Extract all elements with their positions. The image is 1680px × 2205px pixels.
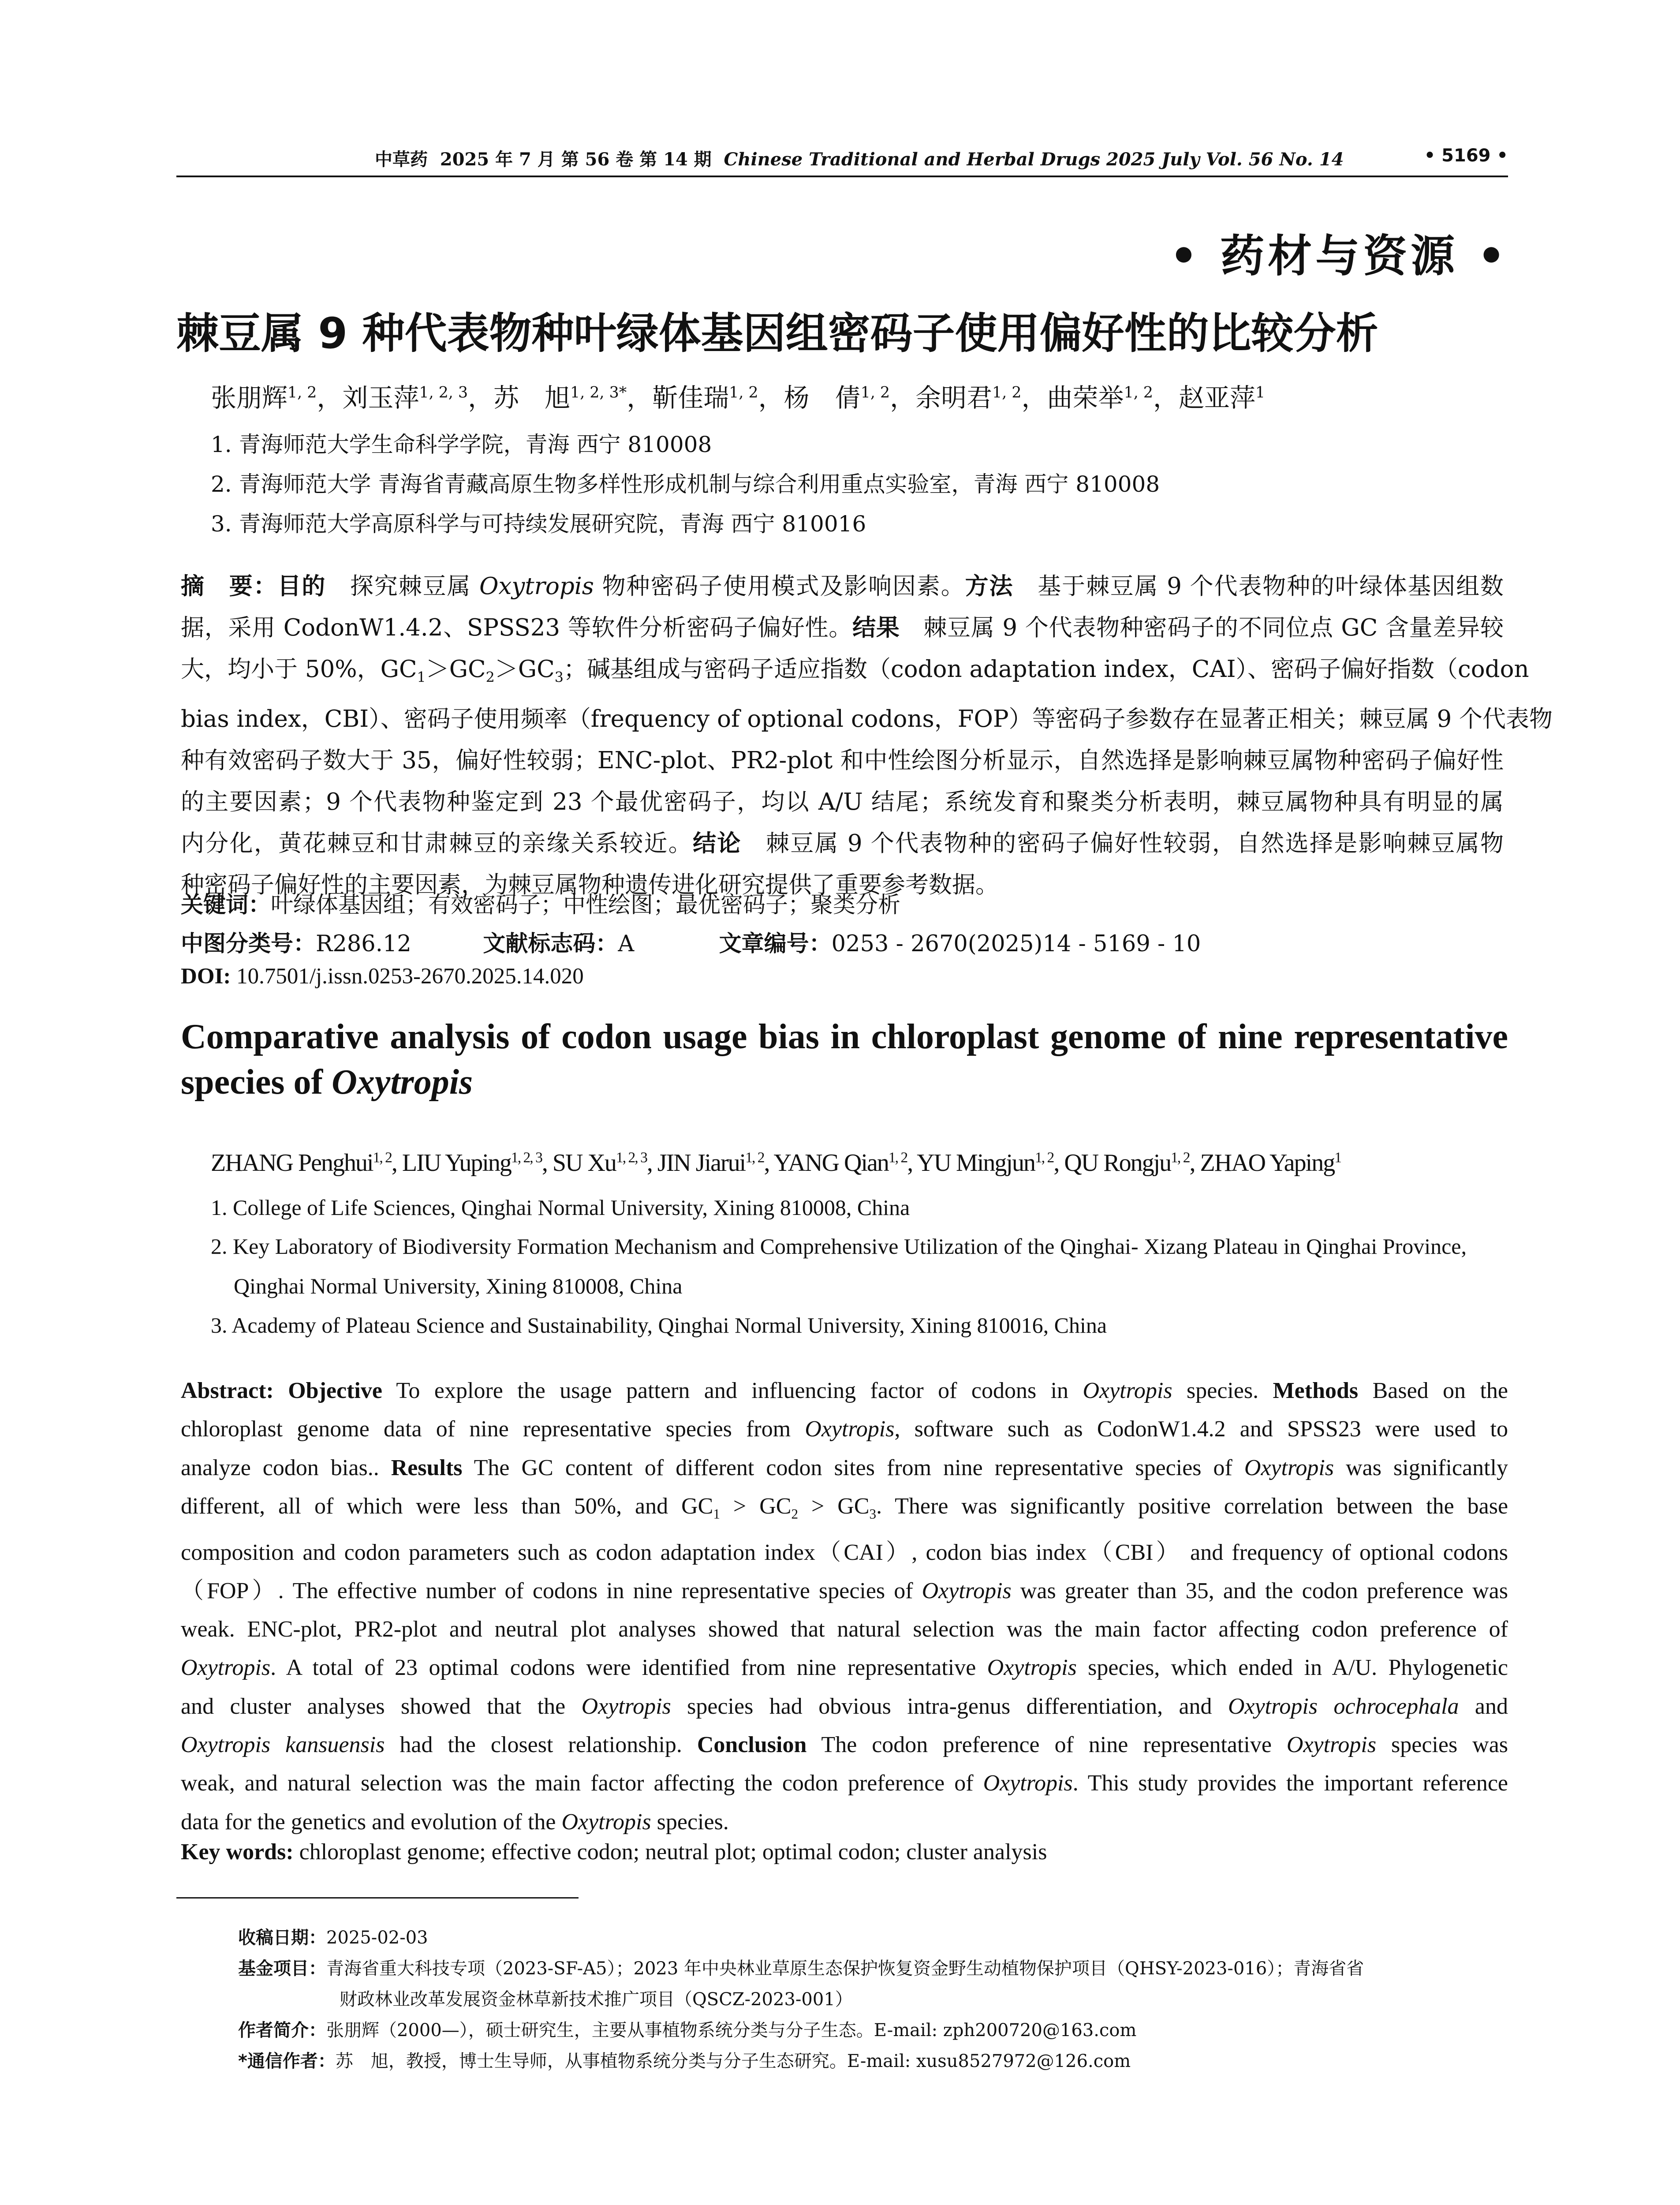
author-affiliation-mark: 1, 2 — [1171, 1149, 1190, 1166]
author-name: 张朋辉 — [211, 383, 288, 413]
abstract-line — [181, 1449, 1508, 1487]
journal-name-en: Chinese Traditional and Herbal Drugs 2025 July Vol. 56 No. 14 — [724, 149, 1344, 170]
author-affiliation-mark: 1, 2, 3* — [570, 384, 627, 402]
abstract-text: Oxytropis ochrocephala — [1228, 1693, 1459, 1719]
fund-text-1: 青海省重大科技专项（2023-SF-A5）；2023 年中央林业草原生态保护恢复资金野生动植物保护项目（QHSY-2023-016）；青海省省 — [326, 1958, 1364, 1979]
abstract-text: 基于棘豆属 9 个代表物种的叶绿体基因组数 — [1013, 573, 1504, 600]
cn-affiliation-2: 2. 青海师范大学 青海省青藏高原生物多样性形成机制与综合利用重点实验室，青海 西宁 810008 — [211, 471, 1160, 497]
abstract-line — [181, 1572, 1508, 1610]
abstract-line — [181, 1687, 1508, 1726]
abstract-text: . A total of 23 optimal codons were identified from nine representative — [270, 1655, 987, 1681]
abstract-text: Oxytropis — [581, 1693, 671, 1719]
author-affiliation-mark: 1, 2 — [729, 384, 758, 402]
abstract-text: 结果 — [852, 614, 900, 641]
abstract-text: 方法 — [965, 573, 1014, 600]
cn-authors — [211, 377, 1265, 414]
author-separator: , — [764, 1149, 774, 1177]
abstract-text: ；碱基组成与密码子适应指数（codon adaptation index，CAI）、密码子偏好指数（codon — [564, 656, 1529, 683]
running-header — [176, 142, 1508, 173]
running-header-text — [375, 146, 1344, 171]
abstract-text: chloroplast genome data of nine representative species from — [181, 1416, 805, 1442]
author-separator: ， — [890, 383, 916, 413]
abstract-text: had the closest relationship. — [385, 1732, 697, 1758]
abstract-text: weak. ENC-plot, PR2-plot and neutral plot analyses showed that natural selection was the main factor affecting codon preference of — [181, 1617, 1508, 1642]
abstract-text: Oxytropis — [479, 573, 594, 600]
section-label: • 药材与资源 • — [1169, 230, 1509, 282]
abstract-text: ＞GC — [426, 656, 486, 683]
abstract-line — [181, 1803, 1508, 1841]
doccode-label: 文献标志码： — [483, 931, 618, 957]
abstract-text: 1 — [713, 1506, 720, 1522]
abstract-text: 内分化，黄花棘豆和甘肃棘豆的亲缘关系较近。 — [181, 830, 693, 857]
abstract-text: different, all of which were less than 50%, and GC — [181, 1493, 713, 1519]
received-label: 收稿日期： — [238, 1928, 326, 1948]
author-affiliation-mark: 1, 2 — [373, 1149, 392, 1166]
abstract-text: and cluster analyses showed that the — [181, 1693, 582, 1719]
abstract-text: . There was significantly positive correlation between the base — [876, 1493, 1508, 1519]
abstract-text: , software such as CodonW1.4.2 and SPSS23 were used to — [894, 1416, 1508, 1442]
footnote-author — [238, 2016, 1136, 2041]
en-title-italic: Oxytropis — [332, 1063, 473, 1102]
author-affiliation-mark: 1, 2 — [287, 384, 317, 402]
author-name: LIU Yuping — [402, 1149, 511, 1177]
abstract-line — [181, 1726, 1508, 1764]
abstract-text: Oxytropis kansuensis — [181, 1732, 385, 1758]
doi-line — [181, 964, 584, 989]
en-affiliation-2-text: 2. Key Laboratory of Biodiversity Formation Mechanism and Comprehensive Utilization of the Qinghai- Xizang Plateau in Qinghai Province, Qinghai Normal University, Xining 810008, China — [211, 1234, 1467, 1298]
abstract-text: > GC — [720, 1493, 791, 1519]
author-separator: ， — [468, 383, 494, 413]
abstract-text: 3 — [554, 669, 564, 686]
abstract-text: 摘 要： — [181, 573, 278, 600]
doi-label: DOI: — [181, 964, 231, 989]
abstract-line — [181, 1487, 1508, 1533]
fund-label: 基金项目： — [238, 1958, 326, 1979]
abstract-text: 结论 — [693, 830, 742, 857]
author-affiliation-mark: 1, 2, 3 — [511, 1149, 542, 1166]
abstract-text: 1 — [417, 669, 426, 686]
abstract-text: 据，采用 CodonW1.4.2、SPSS23 等软件分析密码子偏好性。 — [181, 614, 853, 641]
corresponding-text: 苏 旭，教授，博士生导师，从事植物系统分类与分子生态研究。E-mail: xusu8527972@126.com — [335, 2051, 1131, 2071]
en-authors — [211, 1149, 1341, 1177]
author-name: YANG Qian — [773, 1149, 889, 1177]
cn-keywords-text: 叶绿体基因组；有效密码子；中性绘图；最优密码子；聚类分析 — [271, 892, 901, 918]
en-abstract — [181, 1372, 1508, 1841]
abstract-text: （FOP）. The effective number of codons in nine representative species of — [181, 1578, 922, 1603]
abstract-text: Oxytropis — [1083, 1378, 1172, 1403]
author-name: 余明君 — [915, 383, 993, 413]
author-name: JIN Jiarui — [657, 1149, 746, 1177]
author-name: 曲荣举 — [1047, 383, 1124, 413]
abstract-text: 2 — [485, 669, 495, 686]
author-affiliation-mark: 1, 2 — [860, 384, 890, 402]
abstract-text: 的主要因素；9 个代表物种鉴定到 23 个最优密码子，均以 A/U 结尾；系统发育和聚类分析表明，棘豆属物种具有明显的属 — [181, 788, 1504, 815]
author-bio-text: 张朋辉（2000—），硕士研究生，主要从事植物系统分类与分子生态。E-mail: zph200720@163.com — [326, 2020, 1137, 2041]
author-name: 杨 倩 — [784, 383, 861, 413]
abstract-text: species. — [1172, 1378, 1273, 1403]
author-name: SU Xu — [552, 1149, 616, 1177]
corresponding-label: *通信作者： — [238, 2051, 336, 2071]
page-number: • 5169 • — [1424, 146, 1508, 166]
cn-keywords-label: 关键词： — [181, 892, 271, 918]
abstract-text: species had obvious intra-genus differentiation, and — [671, 1693, 1228, 1719]
abstract-line — [181, 823, 1504, 864]
abstract-text: and — [1459, 1693, 1508, 1719]
abstract-line — [181, 1410, 1508, 1448]
author-separator: ， — [758, 383, 784, 413]
abstract-text: 目的 — [277, 573, 326, 600]
abstract-line — [181, 1610, 1508, 1648]
abstract-text: . This study provides the important reference — [1072, 1771, 1508, 1796]
author-affiliation-mark: 1, 2, 3 — [419, 384, 468, 402]
author-name: 刘玉萍 — [342, 383, 419, 413]
en-title-main: Comparative analysis of codon usage bias in chloroplast genome of nine representative species of — [181, 1017, 1508, 1102]
author-separator: ， — [627, 383, 653, 413]
footnote-fund — [238, 1955, 1364, 1980]
author-affiliation-mark: 1, 2 — [1124, 384, 1153, 402]
abstract-text: 3 — [869, 1506, 877, 1522]
abstract-text: weak, and natural selection was the main factor affecting the codon preference of — [181, 1771, 983, 1796]
received-date: 2025-02-03 — [326, 1928, 428, 1948]
author-affiliation-mark: 1 — [1255, 384, 1266, 402]
abstract-line — [181, 649, 1529, 699]
author-affiliation-mark: 1, 2 — [888, 1149, 907, 1166]
cn-keywords — [181, 886, 900, 919]
author-name: 赵亚萍 — [1178, 383, 1255, 413]
author-separator: ， — [317, 383, 343, 413]
abstract-line — [181, 1372, 1508, 1410]
en-keywords-text: chloroplast genome; effective codon; neutral plot; optimal codon; cluster analysis — [293, 1839, 1047, 1865]
abstract-line — [181, 566, 1504, 607]
abstract-text: bias index，CBI）、密码子使用频率（frequency of optional codons，FOP）等密码子参数存在显著正相关；棘豆属 9 个代表物 — [181, 705, 1553, 733]
abstract-line — [181, 699, 1553, 740]
en-title — [181, 1014, 1508, 1105]
abstract-text: 大，均小于 50%，GC — [181, 656, 417, 683]
author-name: ZHAO Yaping — [1200, 1149, 1335, 1177]
header-rule — [176, 176, 1508, 177]
abstract-text: 种有效密码子数大于 35，偏好性较弱；ENC-plot、PR2-plot 和中性绘图分析显示，自然选择是影响棘豆属物种密码子偏好性 — [181, 747, 1504, 774]
cn-classification-line — [181, 925, 1201, 958]
en-affiliation-1: 1. College of Life Sciences, Qinghai Normal University, Xining 810008, China — [211, 1195, 910, 1220]
author-affiliation-mark: 1, 2 — [1034, 1149, 1054, 1166]
abstract-text: Methods — [1273, 1378, 1359, 1403]
abstract-text: The codon preference of nine representative — [806, 1732, 1287, 1758]
author-separator: , — [541, 1149, 553, 1177]
author-separator: , — [1189, 1149, 1200, 1177]
author-separator: , — [646, 1149, 657, 1177]
author-name: QU Rongju — [1064, 1149, 1171, 1177]
author-separator: , — [391, 1149, 402, 1177]
footnote-corresponding — [238, 2047, 1131, 2072]
abstract-text: To explore the usage pattern and influencing factor of codons in — [382, 1378, 1083, 1403]
abstract-text: 棘豆属 9 个代表物种的密码子偏好性较弱，自然选择是影响棘豆属物 — [741, 830, 1504, 857]
author-affiliation-mark: 1, 2 — [745, 1149, 764, 1166]
cn-abstract — [181, 566, 1553, 906]
abstract-text: Oxytropis — [1286, 1732, 1377, 1758]
abstract-text: Oxytropis — [922, 1578, 1012, 1603]
clc-value: R286.12 — [316, 931, 411, 957]
abstract-line — [181, 781, 1504, 823]
author-affiliation-mark: 1 — [1334, 1149, 1341, 1166]
en-keywords — [181, 1839, 1047, 1865]
abstract-text: The GC content of different codon sites from nine representative species of — [462, 1455, 1244, 1480]
issue-cn: 2025 年 7 月 第 56 卷 第 14 期 — [440, 149, 712, 170]
abstract-text: 2 — [791, 1506, 799, 1522]
abstract-text: Oxytropis — [805, 1416, 895, 1442]
author-separator: ， — [1021, 383, 1047, 413]
abstract-text: Abstract: Objective — [181, 1378, 382, 1403]
en-affiliation-2 — [211, 1226, 1507, 1306]
article-no-label: 文章编号： — [719, 931, 832, 957]
abstract-text: species. — [651, 1809, 729, 1835]
author-affiliation-mark: 1, 2 — [992, 384, 1022, 402]
en-affiliation-3: 3. Academy of Plateau Science and Sustainability, Qinghai Normal University, Xining 810016, China — [211, 1313, 1107, 1338]
footnote-rule — [176, 1897, 579, 1899]
abstract-text: 物种密码子使用模式及影响因素。 — [594, 573, 965, 600]
abstract-text: Results — [391, 1455, 463, 1480]
abstract-text: Oxytropis — [983, 1771, 1073, 1796]
cn-title: 棘豆属 9 种代表物种叶绿体基因组密码子使用偏好性的比较分析 — [176, 309, 1378, 358]
doi-link[interactable]: 10.7501/j.issn.0253-2670.2025.14.020 — [236, 964, 584, 989]
doccode-value: A — [618, 931, 635, 957]
article-no-value: 0253 - 2670(2025)14 - 5169 - 10 — [831, 931, 1201, 957]
abstract-text: was significantly — [1334, 1455, 1508, 1480]
abstract-text: analyze codon bias.. — [181, 1455, 391, 1480]
abstract-line — [181, 1533, 1508, 1572]
en-keywords-label: Key words: — [181, 1839, 294, 1865]
author-separator: , — [1053, 1149, 1064, 1177]
author-separator: , — [907, 1149, 917, 1177]
author-name: 苏 旭 — [493, 383, 571, 413]
abstract-text: > GC — [798, 1493, 870, 1519]
abstract-text: data for the genetics and evolution of the — [181, 1809, 562, 1835]
abstract-text: Oxytropis — [181, 1655, 271, 1681]
footnote-fund-continued: 财政林业改革发展资金林草新技术推广项目（QSCZ-2023-001） — [340, 1989, 853, 2010]
abstract-line — [181, 1648, 1508, 1687]
abstract-text: was greater than 35, and the codon preference was — [1011, 1578, 1508, 1603]
author-bio-label: 作者简介： — [238, 2020, 326, 2041]
abstract-line — [181, 607, 1504, 649]
author-affiliation-mark: 1, 2, 3 — [616, 1149, 647, 1166]
cn-affiliation-1: 1. 青海师范大学生命科学学院，青海 西宁 810008 — [211, 432, 712, 457]
abstract-text: Based on the — [1358, 1378, 1508, 1403]
abstract-text: 种密码子偏好性的主要因素，为棘豆属物种遗传进化研究提供了重要参考数据。 — [181, 871, 999, 898]
author-name: YU Mingjun — [917, 1149, 1035, 1177]
clc-label: 中图分类号： — [181, 931, 316, 957]
abstract-line — [181, 740, 1504, 781]
abstract-text: Oxytropis — [561, 1809, 651, 1835]
abstract-line — [181, 1764, 1508, 1802]
abstract-text: species was — [1376, 1732, 1508, 1758]
author-name: 靳佳瑞 — [652, 383, 729, 413]
abstract-text: Oxytropis — [987, 1655, 1077, 1681]
abstract-text: 探究棘豆属 — [326, 573, 480, 600]
journal-name-cn: 中草药 — [375, 149, 428, 170]
abstract-text: 棘豆属 9 个代表物种密码子的不同位点 GC 含量差异较 — [900, 614, 1504, 641]
author-name: ZHANG Penghui — [211, 1149, 373, 1177]
abstract-text: Conclusion — [697, 1732, 807, 1758]
abstract-text: composition and codon parameters such as codon adaptation index（CAI）, codon bias index（CBI） and frequency of optional codons — [181, 1540, 1508, 1565]
abstract-text: Oxytropis — [1244, 1455, 1334, 1480]
footnote-received — [238, 1924, 428, 1949]
author-separator: ， — [1153, 383, 1179, 413]
cn-affiliation-3: 3. 青海师范大学高原科学与可持续发展研究院，青海 西宁 810016 — [211, 511, 866, 537]
abstract-text: ＞GC — [494, 656, 555, 683]
abstract-text: species, which ended in A/U. Phylogenetic — [1076, 1655, 1508, 1681]
